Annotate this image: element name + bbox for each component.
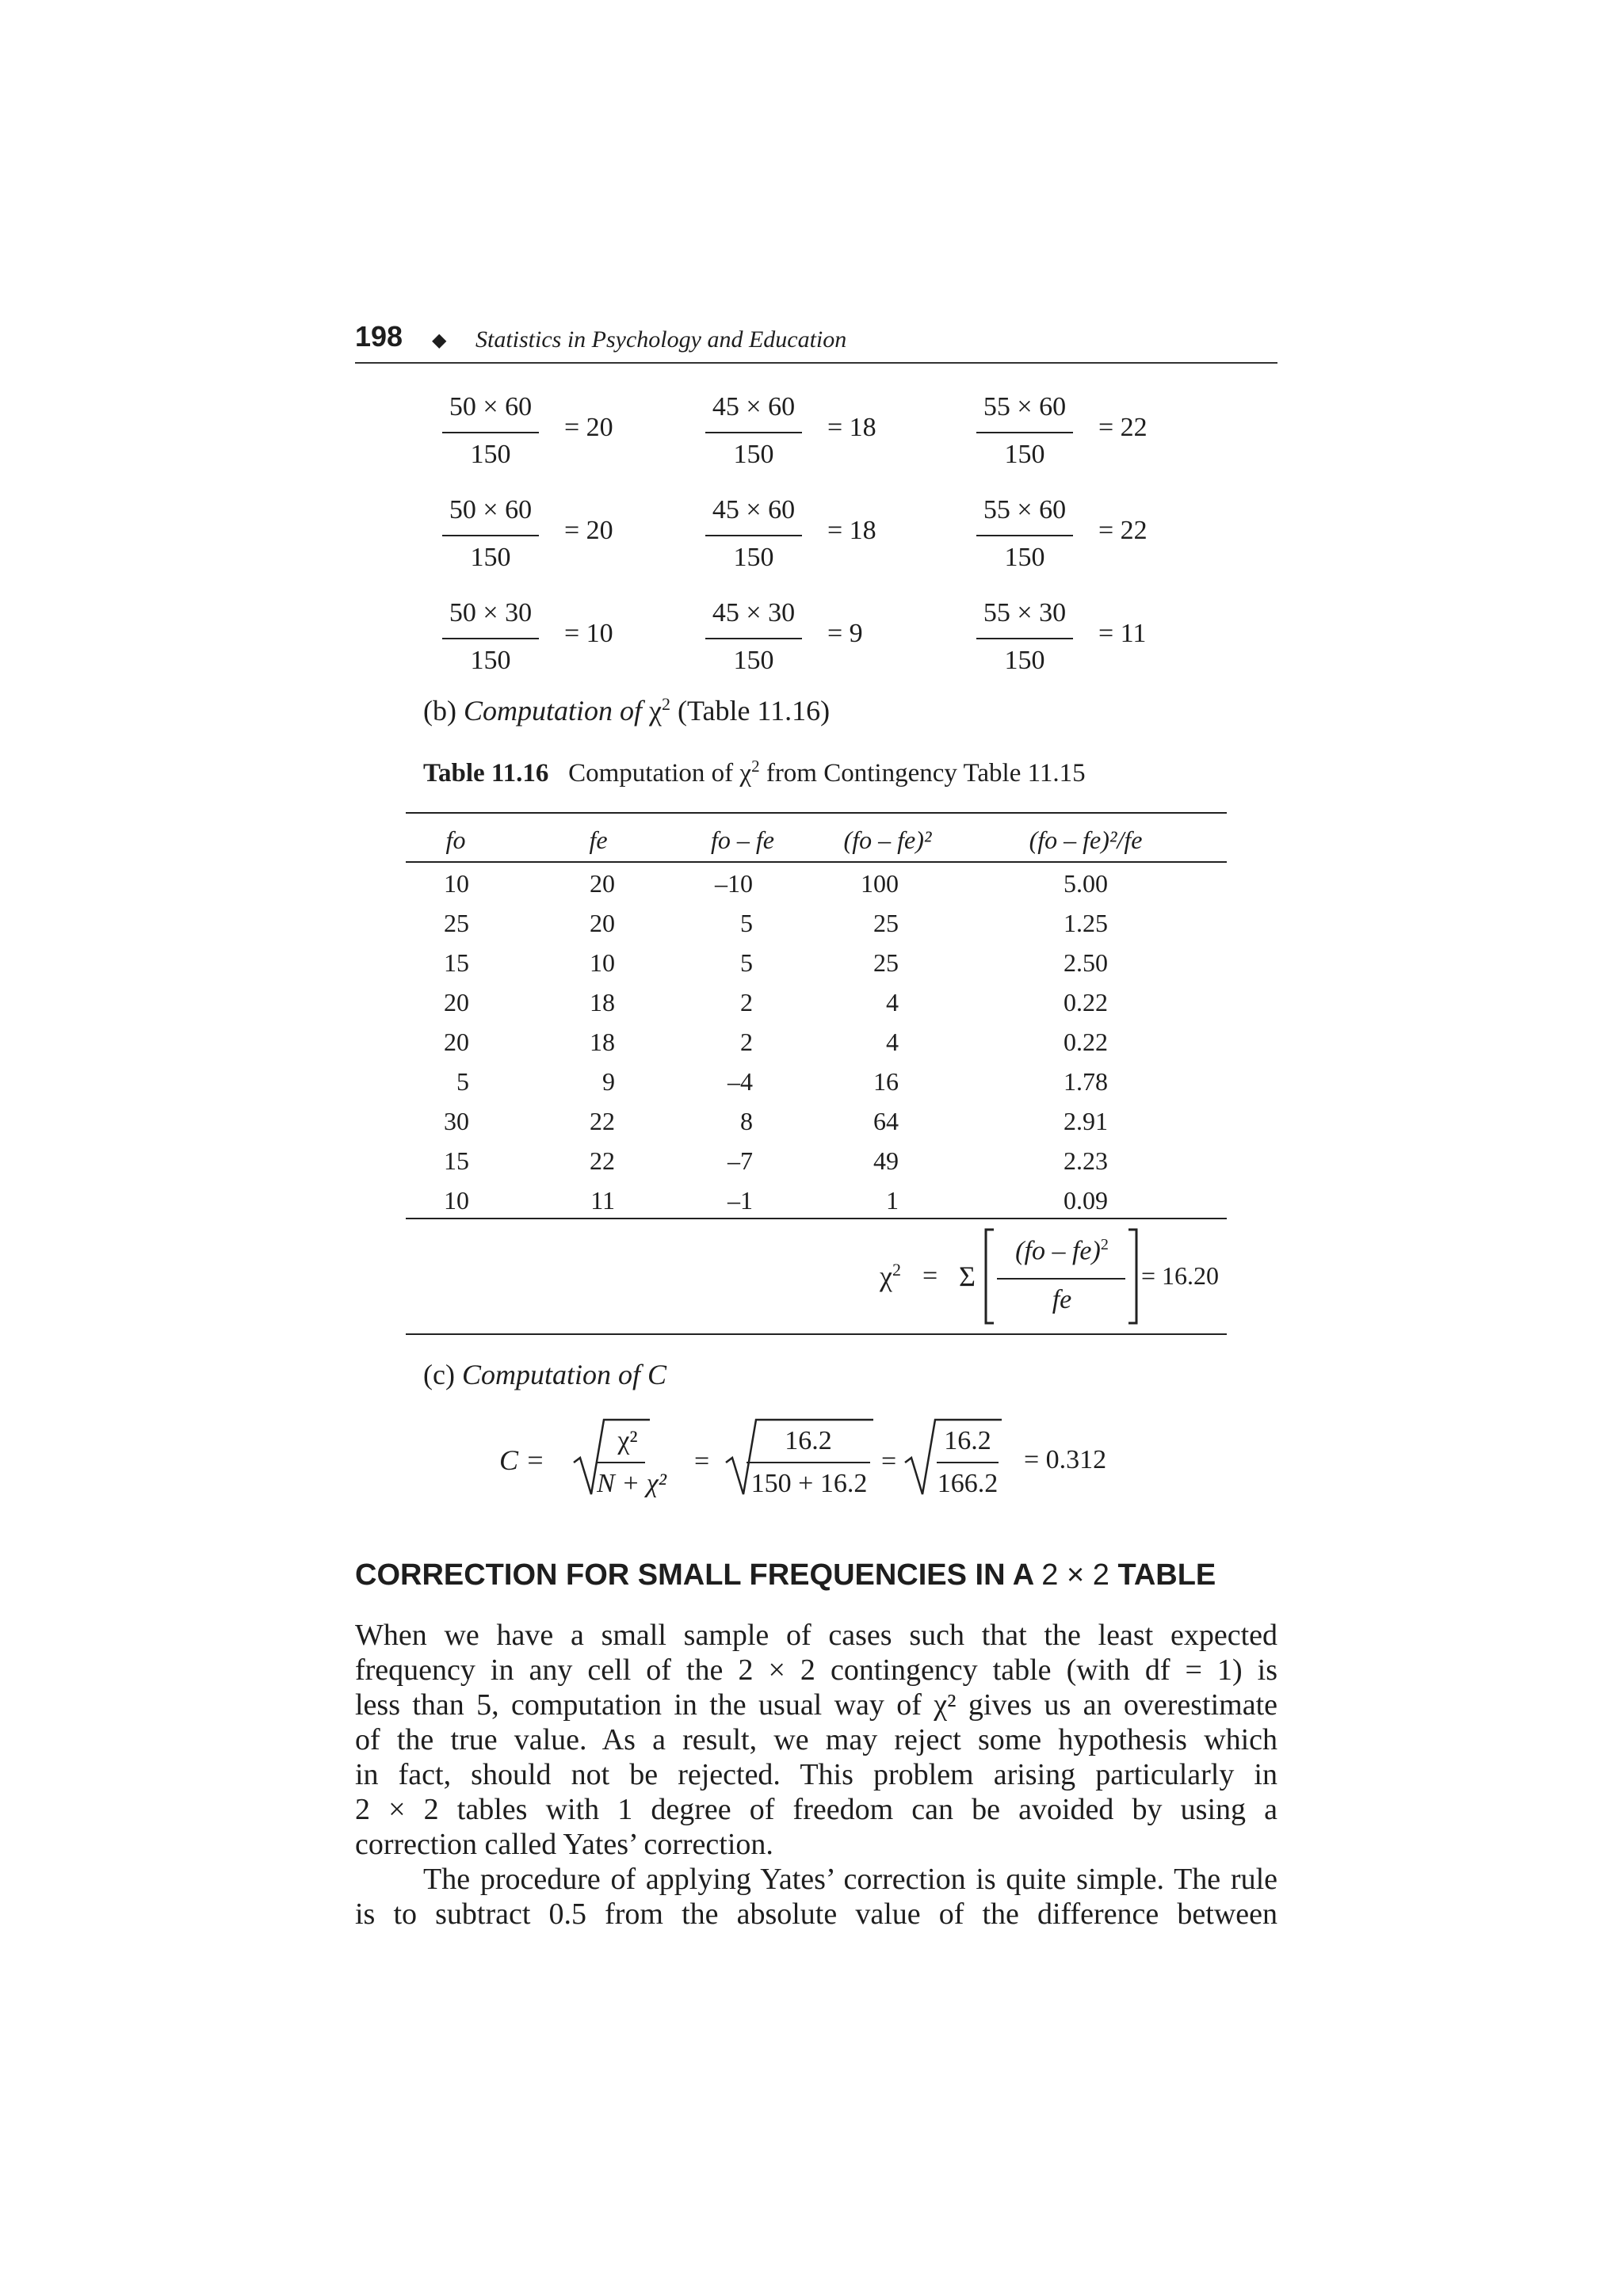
table-cell: 15 (444, 948, 469, 977)
table-top-rule (406, 812, 1227, 814)
chi-square-result: = 16.20 (1141, 1261, 1220, 1290)
fraction-result: = 20 (564, 413, 613, 442)
table-cell: 2.91 (1064, 1107, 1108, 1135)
table-caption: Table 11.16 Computation of $\chi^2$ from Contingency Table 11.15 (423, 757, 1086, 788)
column-header: (fo – fe)² (843, 826, 932, 854)
table-cell: 4 (886, 988, 899, 1016)
table-cell: 1.25 (1064, 909, 1108, 937)
fraction: 55 × 30 150 (976, 600, 1073, 674)
page-number: 198 (355, 320, 403, 353)
fraction-3-numerator: 16.2 (944, 1426, 991, 1455)
table-cell: 9 (602, 1067, 615, 1096)
table-cell: 1 (886, 1186, 899, 1215)
table-cell: 22 (590, 1107, 615, 1135)
header-rule (355, 362, 1277, 364)
column-header: fo (445, 826, 466, 854)
table-cell: 8 (740, 1107, 753, 1135)
section-c-label: (c) Computation of C (423, 1359, 666, 1390)
table-cell: 10 (590, 948, 615, 977)
fraction-result: = 11 (1098, 619, 1147, 648)
table-cell: 25 (873, 909, 899, 937)
fraction: 55 × 60 150 (976, 394, 1073, 468)
table-cell: 10 (444, 869, 469, 898)
text-line: The procedure of applying Yates’ correction is quite simple. The rule (423, 1863, 1277, 1896)
section-b-label: (b) Computation of $\chi^2$ (Table 11.16) (423, 694, 831, 727)
table-cell: 18 (590, 1028, 615, 1056)
table-cell: 5 (740, 909, 753, 937)
table-cell: 10 (444, 1186, 469, 1215)
table-cell: 2 (740, 1028, 753, 1056)
fraction-1-denominator: N + χ² (597, 1469, 666, 1498)
table-cell: 25 (873, 948, 899, 977)
table-cell: –7 (727, 1146, 753, 1175)
table-cell: 49 (873, 1146, 899, 1175)
table-bottom-rule (406, 1333, 1227, 1335)
fraction-2-numerator: 16.2 (785, 1426, 832, 1455)
table-cell: 5 (740, 948, 753, 977)
sigma-symbol: Σ (959, 1261, 976, 1292)
fraction-result: = 10 (564, 619, 613, 648)
c-result: = 0.312 (1024, 1445, 1107, 1474)
table-cell: 20 (590, 909, 615, 937)
fraction: 55 × 60 150 (976, 497, 1073, 571)
table-cell: 0.22 (1064, 988, 1108, 1016)
fraction-result: = 9 (827, 619, 863, 648)
table-cell: 2 (740, 988, 753, 1016)
fraction-2-denominator: 150 + 16.2 (750, 1469, 868, 1498)
text-line: of the true value. As a result, we may reject some hypothesis which (355, 1723, 1277, 1756)
table-cell: 5 (456, 1067, 469, 1096)
fraction-result: = 22 (1098, 413, 1148, 442)
c-lhs: C = (499, 1444, 545, 1476)
text-line: less than 5, computation in the usual way of χ² gives us an overestimate (355, 1688, 1277, 1722)
sum-denominator: fe (1052, 1285, 1072, 1314)
table-cell: 2.50 (1064, 948, 1108, 977)
column-header: (fo – fe)²/fe (1029, 826, 1143, 854)
table-cell: –1 (727, 1186, 753, 1215)
text-line: frequency in any cell of the 2 × 2 contingency table (with df = 1) is (355, 1653, 1277, 1687)
table-cell: –4 (727, 1067, 753, 1096)
table-cell: 5.00 (1064, 869, 1108, 898)
fraction-1-numerator: χ² (617, 1426, 638, 1455)
text-line: is to subtract 0.5 from the absolute value of the difference between (355, 1897, 1277, 1931)
table-cell: 16 (873, 1067, 899, 1096)
table-cell: 11 (590, 1186, 615, 1215)
text-line: 2 × 2 tables with 1 degree of freedom can be avoided by using a (355, 1793, 1277, 1826)
table-cell: 20 (444, 988, 469, 1016)
fraction-result: = 18 (827, 516, 876, 545)
table-cell: 15 (444, 1146, 469, 1175)
table-cell: 64 (873, 1107, 899, 1135)
table-cell: 30 (444, 1107, 469, 1135)
text-line: correction called Yates’ correction. (355, 1828, 773, 1861)
fraction-result: = 18 (827, 413, 876, 442)
table-cell: 0.22 (1064, 1028, 1108, 1056)
table-cell: 0.09 (1064, 1186, 1108, 1215)
table-cell: 20 (590, 869, 615, 898)
chi-square-symbol: $\chi^2$ (880, 1260, 901, 1292)
table-cell: 2.23 (1064, 1146, 1108, 1175)
table-cell: 100 (861, 869, 899, 898)
equals-sign: = (922, 1261, 938, 1291)
table-cell: 1.78 (1064, 1067, 1108, 1096)
fraction-3-denominator: 166.2 (937, 1469, 999, 1498)
table-cell: 18 (590, 988, 615, 1016)
text-line: in fact, should not be rejected. This problem arising particularly in (355, 1758, 1277, 1791)
column-header: fo – fe (711, 826, 774, 854)
table-cell: 25 (444, 909, 469, 937)
table-cell: 22 (590, 1146, 615, 1175)
fraction: 45 × 60 150 (705, 394, 802, 468)
equals-sign: = (881, 1447, 897, 1476)
fraction: 50 × 60 150 (442, 497, 539, 571)
table-cell: 4 (886, 1028, 899, 1056)
fraction: 45 × 60 150 (705, 497, 802, 571)
fraction: 45 × 30 150 (705, 600, 802, 674)
section-heading: CORRECTION FOR SMALL FREQUENCIES IN A 2 × 2 TABLE (355, 1558, 1216, 1592)
fraction: 50 × 30 150 (442, 600, 539, 674)
table-cell: –10 (715, 869, 753, 898)
column-header: fe (589, 826, 608, 854)
table-header-rule (406, 861, 1227, 863)
diamond-icon: ◆ (432, 330, 447, 351)
fraction-result: = 22 (1098, 516, 1148, 545)
text-line: When we have a small sample of cases such that the least expected (355, 1619, 1277, 1652)
fraction-result: = 20 (564, 516, 613, 545)
table-cell: 20 (444, 1028, 469, 1056)
fraction: 50 × 60 150 (442, 394, 539, 468)
table-sum-rule (406, 1218, 1227, 1219)
running-title: Statistics in Psychology and Education (475, 326, 847, 353)
sum-numerator: (fo – fe)$^2$ (1015, 1236, 1109, 1266)
equals-sign: = (694, 1447, 710, 1476)
